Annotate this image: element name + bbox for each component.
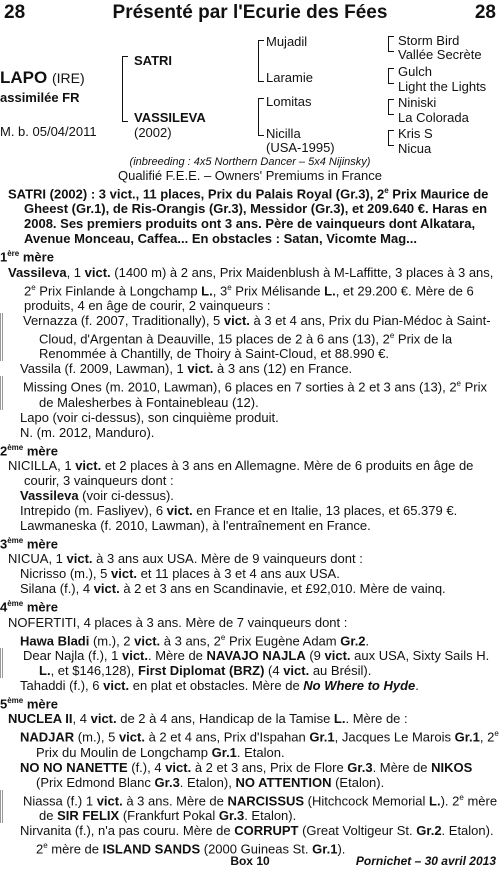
paragraph: Nirvanita (f.), n'a pas couru. Mère de CORRUPT (Great Voltigeur St. Gr.2. Etalon). 2e mère de ISLAND SANDS (2000 Guineas St. Gr.1). [20,822,494,857]
bracket-3 [388,99,394,115]
page-header [0,2,500,24]
gg-3: Gulch [398,64,432,79]
section-heading: 5ème mère [0,695,58,712]
horse-dob: M. b. 05/04/2011 [0,124,97,139]
horse-name: LAPO (IRE) [0,68,85,87]
section-heading: 2ème mère [0,442,58,458]
dam-dam: Nicilla [266,126,301,141]
sire-sire: Mujadil [266,34,308,49]
box-number: Box 10 [230,854,270,868]
paragraph: Missing Ones (m. 2010, Lawman), 6 places en 7 sorties à 2 et 3 ans (13), 2e Prix de Malesherbes à Fontainebleau (12). [0,376,500,409]
bracket-sire-dam [122,56,128,122]
gg-1: Storm Bird [398,33,460,48]
section-heading: 4ème mère [0,599,58,615]
horse-country: (IRE) [51,70,85,86]
sire-name: SATRI [134,53,173,68]
bracket-2 [388,68,394,84]
paragraph: Nicrisso (m.), 5 vict. et 11 places à 3 et 4 ans aux USA. [20,566,340,582]
gg-2: Vallée Secrète [398,47,482,62]
paragraph: NOFERTITI, 4 places à 3 ans. Mère de 7 vainqueurs dont : [8,614,348,630]
horse-status: assimilée FR [0,90,80,105]
lot-number-right: 28 [474,2,496,23]
section-heading: 1ère mère [0,249,54,265]
sire-dam: Laramie [266,70,313,85]
dam-name: VASSILEVA [134,110,206,125]
paragraph: Silana (f.), 4 vict. à 2 et 3 ans en Scandinavie, et £92,010. Mère de vainq. [20,581,446,597]
paragraph: NICUA, 1 vict. à 3 ans aux USA. Mère de 9 vainqueurs dont : [8,551,363,567]
paragraph: Vassileva (voir ci-dessus). [20,487,174,503]
bracket-4 [388,130,394,146]
bracket-1 [388,36,394,52]
bracket-sire-line [258,40,264,82]
gg-5: Niniski [398,95,437,110]
paragraph: Lawmaneska (f. 2010, Lawman), à l'entraînement en France. [20,517,371,533]
paragraph: Lapo (voir ci-dessus), son cinquième produit. [20,409,279,425]
inbreeding-note: (inbreeding : 4x5 Northern Dancer – 5x4 Nijinsky) [129,156,371,168]
section-heading: 3ème mère [0,535,58,552]
paragraph: Dear Najla (f.), 1 vict.. Mère de NAVAJO NAJLA (9 vict. aux USA, Sixty Sails H. L., et $146,128), First Diplomat (BRZ) (4 vict. au Brésil). [0,648,500,678]
dam-year: (2002) [134,125,172,140]
paragraph: Vassileva, 1 vict. (1400 m) à 2 ans, Prix Maidenblush à M-Laffitte, 3 places à 3 ans, 2e Prix Finlande à Longchamp L., 3e Prix Mélisande L., et 29.200 €. Mère de 6 produits, 4 en âge de courir, 2 vainqueurs : [8,264,494,313]
paragraph: Niassa (f.) 1 vict. à 3 ans. Mère de NARCISSUS (Hitchcock Memorial L.). 2e mère de SIR FELIX (Frankfurt Pokal Gr.3. Etalon). [0,790,500,823]
bracket-dam-line [258,98,264,136]
paragraph: Vassila (f. 2009, Lawman), 1 vict. à 3 ans (12) en France. [20,361,353,377]
paragraph: Hawa Bladi (m.), 2 vict. à 3 ans, 2e Prix Eugène Adam Gr.2. [20,632,370,648]
paragraph: N. (m. 2012, Manduro). [20,424,155,440]
lot-number-left: 28 [4,2,26,23]
qualifie-note: Qualifié F.E.E. – Owners' Premiums in France [117,168,382,183]
paragraph: NADJAR (m.), 5 vict. à 2 et 4 ans, Prix d'Ispahan Gr.1, Jacques Le Marois Gr.1, 2e Prix du Moulin de Longchamp Gr.1. Etalon. [20,729,499,760]
dam-dam-extra: (USA-1995) [266,140,335,155]
gg-4: Light the Lights [398,79,487,94]
gg-8: Nicua [398,141,432,156]
gg-6: La Colorada [398,110,469,125]
paragraph: Intrepido (m. Fasliyev), 6 vict. en France et en Italie, 13 places, et 65.379 €. [20,502,458,518]
paragraph: NO NO NANETTE (f.), 4 vict. à 2 et 3 ans, Prix de Flore Gr.3. Mère de NIKOS (Prix Edmond Blanc Gr.3. Etalon), NO ATTENTION (Etalon). [20,759,473,790]
paragraph: NUCLEA II, 4 vict. de 2 à 4 ans, Handicap de la Tamise L.. Mère de : [8,711,408,727]
paragraph: Tahaddi (f.), 6 vict. en plat et obstacles. Mère de No Where to Hyde. [20,677,419,693]
dam-sire: Lomitas [266,94,312,109]
paragraph: NICILLA, 1 vict. et 2 places à 3 ans en Allemagne. Mère de 6 produits en âge de courir, 3 vainqueurs dont : [8,457,474,488]
paragraph: SATRI (2002) : 3 vict., 11 places, Prix du Palais Royal (Gr.3), 2e Prix Maurice de Gheest (Gr.1), de Ris-Orangis (Gr.3), Messidor (Gr.3), et 209.640 €. Haras en 2008. Ses premiers produits ont 3 ans. Père de vainqueurs dont Alkatara, Avenue Monceau, Caffea... En obstacles : Satan, Vicomte Mag... [8,186,489,247]
sale-place-date: Pornichet – 30 avril 2013 [355,854,496,868]
gg-7: Kris S [398,126,433,141]
page-title: Présenté par l'Ecurie des Fées [112,2,388,23]
paragraph: Vernazza (f. 2007, Traditionally), 5 vict. à 3 et 4 ans, Prix du Pian-Médoc à Saint-Cloud, d'Argentan à Deauville, 15 places de 2 à 6 ans (13), 2e Prix de la Renommée à Chantilly, de Thoiry à Saint-Cloud, et 88.990 €. [0,313,500,361]
pedigree-notes [0,183,500,856]
